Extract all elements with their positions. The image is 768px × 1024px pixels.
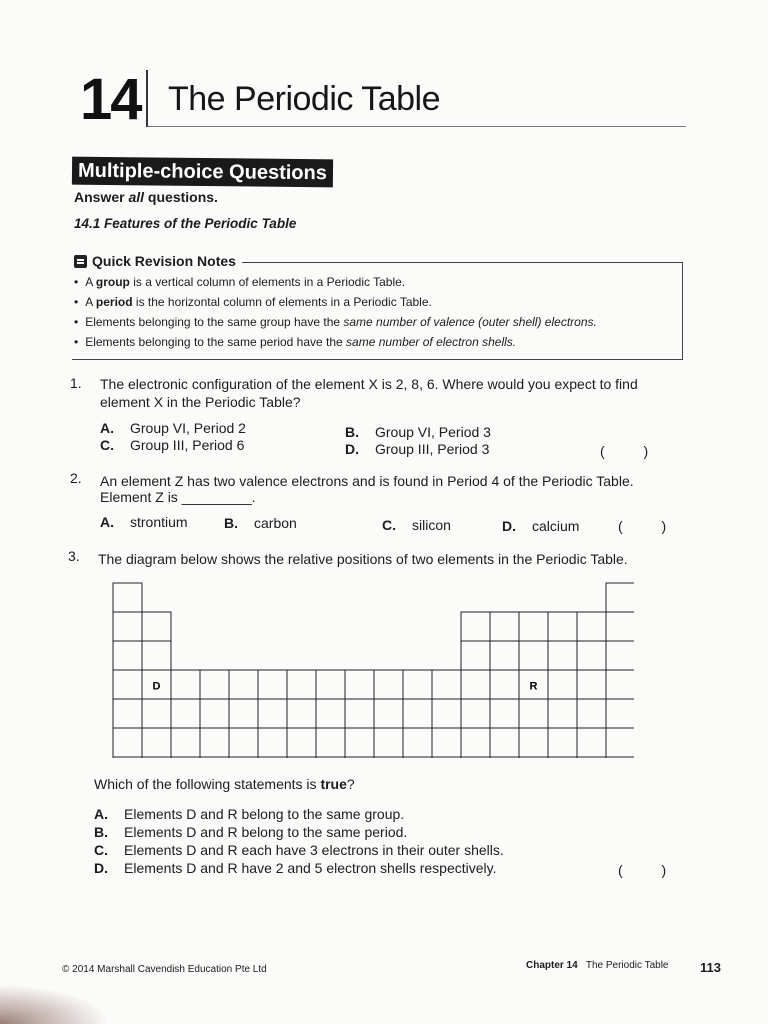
table-cell [548, 728, 577, 757]
revision-note: • A period is the horizontal column of elements in a Periodic Table. [74, 292, 597, 312]
table-cell [374, 699, 403, 728]
table-cell [142, 612, 171, 641]
table-cell [577, 728, 606, 757]
table-cell [374, 670, 403, 699]
question-3-text: The diagram below shows the relative positions of two elements in the Periodic Table. [98, 551, 628, 567]
notes-icon [74, 255, 87, 268]
table-cell [316, 699, 345, 728]
table-cell [461, 728, 490, 757]
revision-note: • A group is a vertical column of elements in a Periodic Table. [74, 272, 597, 292]
table-cell [577, 699, 606, 728]
table-cell [113, 757, 142, 758]
footer-chapter: Chapter 14 The Periodic Table [526, 960, 669, 971]
periodic-table-svg [112, 582, 634, 758]
element-d-label: D [152, 680, 161, 693]
table-cell [490, 670, 519, 699]
question-1-text: The electronic configuration of the element X is 2, 8, 6. Where would you expect to find [100, 376, 638, 392]
table-cell [403, 699, 432, 728]
table-cell [142, 641, 171, 670]
revision-note: • Elements belonging to the same group have the same number of valence (outer shell) electrons. [74, 312, 597, 332]
table-cell [519, 612, 548, 641]
instructions-emph: all [128, 189, 145, 205]
chapter-title: The Periodic Table [168, 80, 440, 118]
table-cell [374, 728, 403, 757]
table-cell [345, 699, 374, 728]
element-r-label: R [529, 680, 538, 693]
table-cell [490, 641, 519, 670]
revision-notes-heading [74, 253, 236, 269]
table-cell [374, 757, 403, 758]
chapter-number-bracket [146, 70, 156, 127]
option-a: A. strontium [100, 514, 188, 530]
table-cell [287, 757, 316, 758]
question-number: 2. [70, 470, 82, 486]
table-cell [548, 641, 577, 670]
table-cell [287, 728, 316, 757]
table-cell [113, 612, 142, 641]
table-cell [171, 728, 200, 757]
page-corner-shadow [0, 984, 110, 1024]
table-cell [200, 699, 229, 728]
option-c: C. silicon [382, 517, 451, 533]
revision-heading-text: Quick Revision Notes [92, 253, 236, 269]
table-cell [461, 757, 490, 758]
table-cell [316, 728, 345, 757]
table-cell [606, 641, 634, 670]
table-cell [200, 757, 229, 758]
table-cell [490, 612, 519, 641]
table-cell [229, 699, 258, 728]
table-cell [200, 728, 229, 757]
question-3-prompt: Which of the following statements is true? [94, 776, 355, 792]
table-cell [258, 728, 287, 757]
table-cell [548, 699, 577, 728]
table-cell [200, 670, 229, 699]
instructions-prefix: Answer [74, 189, 129, 205]
table-cell [606, 583, 634, 612]
table-cell [606, 728, 634, 757]
table-cell [258, 757, 287, 758]
table-cell [113, 583, 142, 612]
chapter-rule [150, 126, 686, 127]
table-cell [606, 612, 634, 641]
periodic-table-diagram [112, 582, 634, 758]
table-cell [606, 670, 634, 699]
table-cell [548, 670, 577, 699]
table-cell [316, 757, 345, 758]
table-cell [432, 728, 461, 757]
table-cell [577, 641, 606, 670]
table-cell [490, 757, 519, 758]
option-d: D. Elements D and R have 2 and 5 electron shells respectively. [94, 860, 497, 876]
answer-bracket: ( ) [618, 862, 667, 878]
chapter-number: 14 [80, 67, 141, 132]
table-cell [142, 757, 171, 758]
question-2-text: An element Z has two valence electrons and is found in Period 4 of the Periodic Table. [100, 473, 634, 489]
table-cell [490, 728, 519, 757]
instructions [74, 189, 218, 205]
table-cell [113, 670, 142, 699]
instructions-suffix: questions. [144, 189, 218, 205]
table-cell [229, 728, 258, 757]
table-cell [345, 670, 374, 699]
page-number: 113 [700, 960, 721, 975]
table-cell [345, 728, 374, 757]
option-d: D. calcium [502, 518, 580, 534]
table-cell [519, 728, 548, 757]
option-a: A. Elements D and R belong to the same group. [94, 806, 405, 822]
table-cell [113, 641, 142, 670]
option-b: B. Elements D and R belong to the same period. [94, 824, 408, 840]
answer-bracket: ( ) [600, 443, 649, 459]
table-cell [403, 670, 432, 699]
table-cell [577, 612, 606, 641]
table-cell [171, 670, 200, 699]
table-cell [432, 757, 461, 758]
section-title: 14.1 Features of the Periodic Table [74, 216, 297, 231]
table-cell [490, 699, 519, 728]
table-cell [577, 757, 606, 758]
table-cell [229, 670, 258, 699]
footer-copyright: © 2014 Marshall Cavendish Education Pte Ltd [62, 964, 267, 975]
table-cell [519, 641, 548, 670]
table-cell [258, 670, 287, 699]
question-number: 1. [70, 375, 82, 391]
question-2-text-cont: Element Z is _________. [100, 489, 256, 505]
table-cell [606, 757, 634, 758]
table-cell [403, 757, 432, 758]
mcq-banner: Multiple-choice Questions [72, 157, 333, 188]
option-a: A. Group VI, Period 2 [100, 420, 246, 436]
table-cell [316, 670, 345, 699]
option-c: C. Elements D and R each have 3 electrons in their outer shells. [94, 842, 504, 858]
table-cell [229, 757, 258, 758]
table-cell [258, 699, 287, 728]
table-cell [142, 728, 171, 757]
option-b: B. Group VI, Period 3 [345, 424, 491, 440]
table-cell [461, 699, 490, 728]
table-cell [403, 728, 432, 757]
table-cell [287, 670, 316, 699]
revision-note: • Elements belonging to the same period have the same number of electron shells. [74, 332, 597, 352]
table-cell [461, 641, 490, 670]
option-b: B. carbon [224, 515, 297, 531]
question-number: 3. [68, 548, 80, 564]
table-cell [577, 670, 606, 699]
table-cell [548, 612, 577, 641]
table-cell [142, 699, 171, 728]
option-d: D. Group III, Period 3 [345, 441, 490, 457]
table-cell [113, 699, 142, 728]
answer-bracket: ( ) [618, 518, 667, 534]
table-cell [171, 699, 200, 728]
table-cell [113, 728, 142, 757]
table-cell [606, 699, 634, 728]
table-cell [171, 757, 200, 758]
question-1-text-cont: element X in the Periodic Table? [100, 394, 301, 410]
table-cell [548, 757, 577, 758]
table-cell [287, 699, 316, 728]
table-cell [519, 757, 548, 758]
table-cell [432, 670, 461, 699]
table-cell [519, 699, 548, 728]
table-cell [461, 612, 490, 641]
table-cell [432, 699, 461, 728]
revision-notes-list [74, 272, 597, 352]
table-cell [345, 757, 374, 758]
option-c: C. Group III, Period 6 [100, 437, 245, 453]
table-cell [461, 670, 490, 699]
